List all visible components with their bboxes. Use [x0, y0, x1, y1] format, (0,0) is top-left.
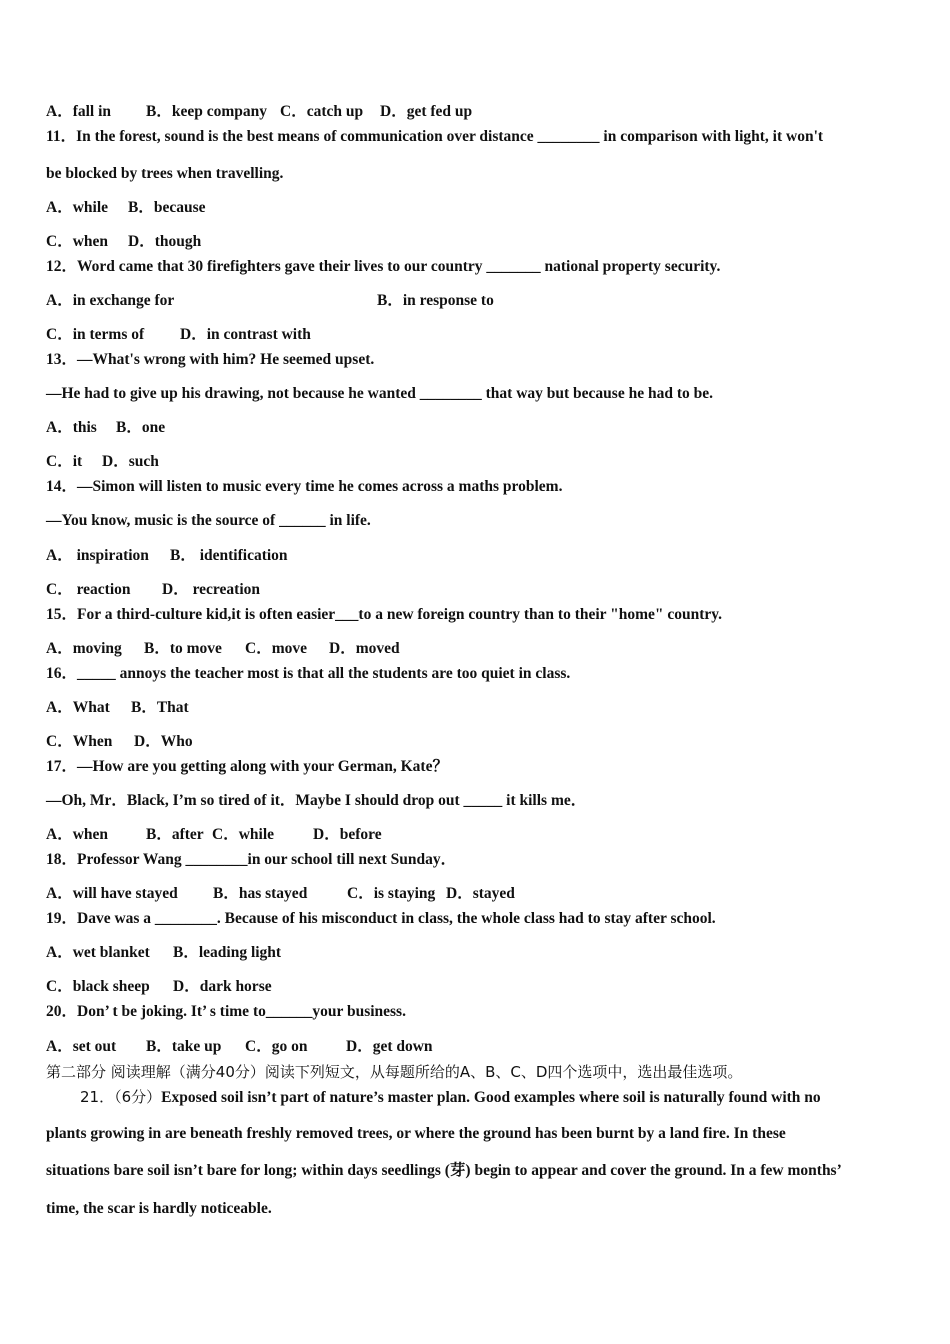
q18-option-a: A．will have stayed: [46, 885, 178, 902]
q20-stem: 20．Don’ t be joking. It’ s time to______your business.: [46, 1003, 406, 1020]
q12-option-b: B．in response to: [377, 292, 494, 309]
q12-stem: 12．Word came that 30 firefighters gave their lives to our country _______ national property security.: [46, 258, 721, 275]
q16-option-a: A．What: [46, 699, 110, 716]
q14-option-a: A． inspiration: [46, 547, 149, 564]
q17-option-a: A．when: [46, 826, 109, 843]
q21-line1: [80, 1087, 821, 1108]
q13-option-a: A．this: [46, 419, 97, 436]
q15-option-b: B．to move: [144, 640, 222, 657]
q17-option-b: B．after: [146, 826, 204, 843]
q19-option-d: D．dark horse: [173, 978, 272, 995]
q21-text-line2: plants growing in are beneath freshly removed trees, or where the ground has been burnt by a land fire. In these: [46, 1125, 786, 1142]
q18-option-d: D．stayed: [446, 885, 515, 902]
q11-option-d: D．though: [128, 233, 202, 250]
q20-option-c: C．go on: [245, 1038, 308, 1055]
q17-option-d: D．before: [313, 826, 382, 843]
q18-stem: 18．Professor Wang ________in our school till next Sunday．: [46, 851, 457, 868]
q21-number: 21．（6分）: [80, 1088, 162, 1106]
q14-option-c: C． reaction: [46, 581, 131, 598]
q12-option-a: A．in exchange for: [46, 292, 175, 309]
q20-option-d: D．get down: [346, 1038, 433, 1055]
q13-option-c: C．it: [46, 453, 83, 470]
q12-option-c: C．in terms of: [46, 326, 145, 343]
q15-option-c: C．move: [245, 640, 307, 657]
q13-option-b: B．one: [116, 419, 166, 436]
q10-option-b: B．keep company: [146, 103, 267, 120]
q21-text-line1: Exposed soil isn’t part of nature’s master plan. Good examples where soil is naturally found with no: [161, 1089, 821, 1106]
q11-stem-line1: 11．In the forest, sound is the best means of communication over distance ________ in comparison with light, it won't: [46, 128, 824, 145]
q11-option-c: C．when: [46, 233, 109, 250]
q18-option-b: B．has stayed: [213, 885, 308, 902]
q10-option-a: A．fall in: [46, 103, 112, 120]
q14-stem-line2: —You know, music is the source of ______ in life.: [46, 512, 371, 529]
q14-option-b: B． identification: [170, 547, 288, 564]
q16-option-b: B．That: [131, 699, 189, 716]
section-heading: 第二部分 阅读理解（满分40分）阅读下列短文，从每题所给的A、B、C、D四个选项中，选出最佳选项。: [46, 1063, 743, 1081]
q19-option-b: B．leading light: [173, 944, 282, 961]
q16-stem: 16．_____ annoys the teacher most is that all the students are too quiet in class.: [46, 665, 571, 682]
q19-option-c: C．black sheep: [46, 978, 150, 995]
q10-option-d: D．get fed up: [380, 103, 473, 120]
q11-option-b: B．because: [128, 199, 206, 216]
q13-stem-line2: —He had to give up his drawing, not because he wanted ________ that way but because he had to be.: [46, 385, 713, 402]
q15-option-a: A．moving: [46, 640, 122, 657]
q21-text-line3: situations bare soil isn’t bare for long; within days seedlings (芽) begin to appear and cover the ground. In a few months’: [46, 1162, 842, 1179]
q16-option-c: C．When: [46, 733, 113, 750]
q14-option-d: D． recreation: [162, 581, 260, 598]
q15-stem: 15．For a third-culture kid,it is often easier___to a new foreign country than to their "home" country.: [46, 606, 723, 623]
q18-option-c: C．is staying: [347, 885, 436, 902]
q19-option-a: A．wet blanket: [46, 944, 150, 961]
q17-stem-line1: 17．—How are you getting along with your German, Kate？: [46, 758, 448, 775]
q12-option-d: D．in contrast with: [180, 326, 311, 343]
q15-option-d: D．moved: [329, 640, 400, 657]
q16-option-d: D．Who: [134, 733, 193, 750]
q10-option-c: C．catch up: [280, 103, 364, 120]
q13-option-d: D．such: [102, 453, 159, 470]
q19-stem: 19．Dave was a ________. Because of his misconduct in class, the whole class had to stay after school.: [46, 910, 716, 927]
q20-option-a: A．set out: [46, 1038, 117, 1055]
q21-text-line4: time, the scar is hardly noticeable.: [46, 1200, 272, 1217]
q20-option-b: B．take up: [146, 1038, 222, 1055]
q13-stem-line1: 13．—What's wrong with him? He seemed upset.: [46, 351, 375, 368]
q17-stem-line2: —Oh, Mr．Black, I’m so tired of it．Maybe I should drop out _____ it kills me．: [46, 792, 587, 809]
q11-option-a: A．while: [46, 199, 109, 216]
q14-stem-line1: 14．—Simon will listen to music every time he comes across a maths problem.: [46, 478, 563, 495]
q11-stem-line2: be blocked by trees when travelling.: [46, 165, 284, 182]
q17-option-c: C．while: [212, 826, 275, 843]
